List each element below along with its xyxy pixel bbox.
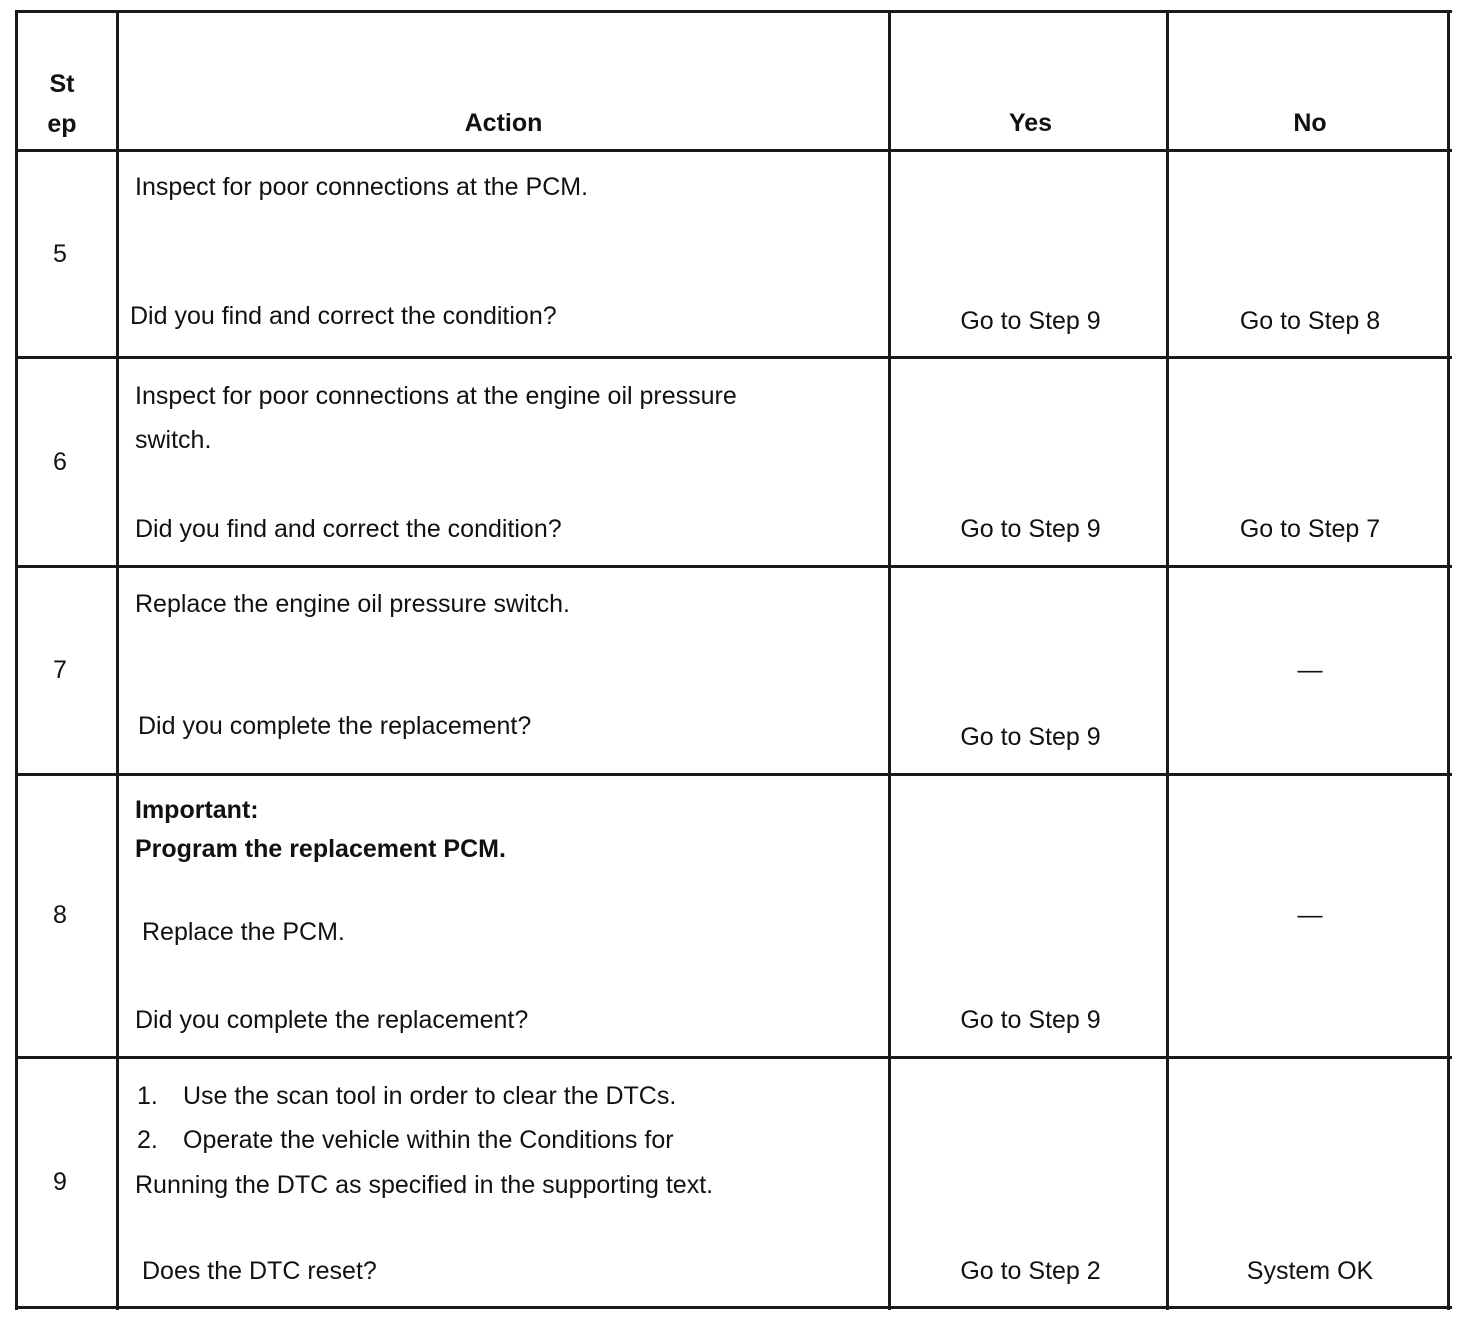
list-item — [137, 1081, 676, 1111]
list-item-number: 2. — [137, 1126, 158, 1154]
yes-result: Go to Step 9 — [960, 1006, 1101, 1034]
table-rule-action — [888, 10, 891, 1310]
list-item — [137, 1125, 674, 1155]
yes-result: Go to Step 9 — [960, 723, 1101, 751]
table-rule-header — [15, 149, 1452, 152]
step-number: 9 — [53, 1168, 67, 1196]
header-yes: Yes — [1008, 109, 1053, 137]
list-item-text: Operate the vehicle within the Conditions for — [183, 1126, 674, 1154]
no-result: Go to Step 7 — [1239, 515, 1381, 543]
important-label: Important: — [135, 796, 259, 824]
step-number: 5 — [53, 240, 67, 268]
important-text: Program the replacement PCM. — [135, 835, 506, 863]
no-result: Go to Step 8 — [1239, 307, 1381, 335]
table-rule-bottom — [15, 1306, 1452, 1309]
step-number: 6 — [53, 448, 67, 476]
action-question: Did you find and correct the condition? — [130, 302, 557, 330]
diagnostic-table — [15, 10, 1452, 1310]
action-text: Inspect for poor connections at the PCM. — [135, 173, 589, 201]
action-text: Replace the engine oil pressure switch. — [135, 590, 570, 618]
list-continuation: Running the DTC as specified in the supporting text. — [135, 1171, 714, 1199]
action-text: switch. — [135, 426, 212, 454]
table-rule-row5 — [15, 356, 1452, 359]
table-rule-row7 — [15, 773, 1452, 776]
step-number: 7 — [53, 656, 67, 684]
header-step-line2: ep — [47, 110, 77, 138]
table-rule-row6 — [15, 565, 1452, 568]
action-question: Did you find and correct the condition? — [135, 515, 562, 543]
header-step-line1: St — [49, 70, 75, 98]
header-no: No — [1293, 109, 1327, 137]
list-item-number: 1. — [137, 1082, 158, 1110]
table-rule-yes — [1166, 10, 1169, 1310]
step-number: 8 — [53, 901, 67, 929]
action-question: Does the DTC reset? — [142, 1257, 377, 1285]
action-question: Did you complete the replacement? — [138, 712, 532, 740]
header-step — [17, 64, 107, 144]
action-question: Did you complete the replacement? — [135, 1006, 529, 1034]
no-result: System OK — [1246, 1257, 1374, 1285]
action-text: Inspect for poor connections at the engine oil pressure — [135, 382, 737, 410]
table-rule-top — [15, 10, 1452, 13]
yes-result: Go to Step 9 — [960, 307, 1101, 335]
table-rule-row8 — [15, 1056, 1452, 1059]
yes-result: Go to Step 2 — [960, 1257, 1101, 1285]
action-text: Replace the PCM. — [142, 918, 345, 946]
no-result: — — [1297, 656, 1323, 684]
header-action: Action — [464, 109, 543, 137]
no-result: — — [1297, 901, 1323, 929]
table-rule-step — [116, 10, 119, 1310]
list-item-text: Use the scan tool in order to clear the DTCs. — [183, 1082, 677, 1110]
yes-result: Go to Step 9 — [960, 515, 1101, 543]
